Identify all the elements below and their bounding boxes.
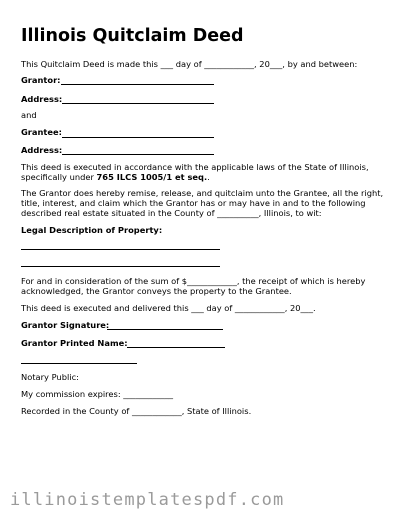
commission-expires-text: My commission expires: ____________ <box>21 389 174 399</box>
grantor-printed-name-line[interactable] <box>127 347 225 348</box>
consideration-line-1: For and in consideration of the sum of $____________, the receipt of which is hereby <box>21 276 366 286</box>
law-line-2 <box>21 172 210 183</box>
grantee-label: Grantee: <box>21 127 62 137</box>
legal-description-label: Legal Description of Property: <box>21 225 163 235</box>
recorded-county-text: Recorded in the County of ____________, State of Illinois. <box>21 406 252 416</box>
grantor-signature-label: Grantor Signature: <box>21 320 110 330</box>
grantee-field-line[interactable] <box>62 137 214 138</box>
law-line-2-pre: specifically under <box>21 172 97 182</box>
grantor-address-field-line[interactable] <box>62 103 214 104</box>
grantor-address-label: Address: <box>21 94 63 104</box>
grantee-address-label: Address: <box>21 145 63 155</box>
remise-line-1: The Grantor does hereby remise, release, and quitclaim unto the Grantee, all the right, <box>21 188 384 198</box>
intro-text: This Quitclaim Deed is made this ___ day of ____________, 20___, by and between: <box>21 59 358 69</box>
legal-description-line-2[interactable] <box>21 266 220 267</box>
grantor-label: Grantor: <box>21 75 61 85</box>
law-line-2-post: . <box>207 172 210 182</box>
notary-public-label: Notary Public: <box>21 372 79 382</box>
remise-line-3: described real estate situated in the County of __________, Illinois, to wit: <box>21 208 322 218</box>
website-watermark: illinoistemplatespdf.com <box>10 490 285 510</box>
consideration-line-2: acknowledged, the Grantor conveys the property to the Grantee. <box>21 286 292 296</box>
statute-reference: 765 ILCS 1005/1 et seq. <box>96 172 208 182</box>
grantor-field-line[interactable] <box>61 84 214 85</box>
document-title: Illinois Quitclaim Deed <box>21 26 244 46</box>
grantee-address-field-line[interactable] <box>62 154 214 155</box>
executed-text: This deed is executed and delivered this ___ day of ____________, 20___. <box>21 303 316 313</box>
grantor-printed-name-label: Grantor Printed Name: <box>21 338 128 348</box>
grantor-signature-line[interactable] <box>107 329 223 330</box>
and-text: and <box>21 110 37 120</box>
remise-line-2: title, interest, and claim which the Grantor has or may have in and to the following <box>21 198 366 208</box>
legal-description-line-1[interactable] <box>21 249 220 250</box>
notary-signature-line[interactable] <box>21 363 137 364</box>
law-line-1: This deed is executed in accordance with the applicable laws of the State of Illinois, <box>21 162 369 172</box>
